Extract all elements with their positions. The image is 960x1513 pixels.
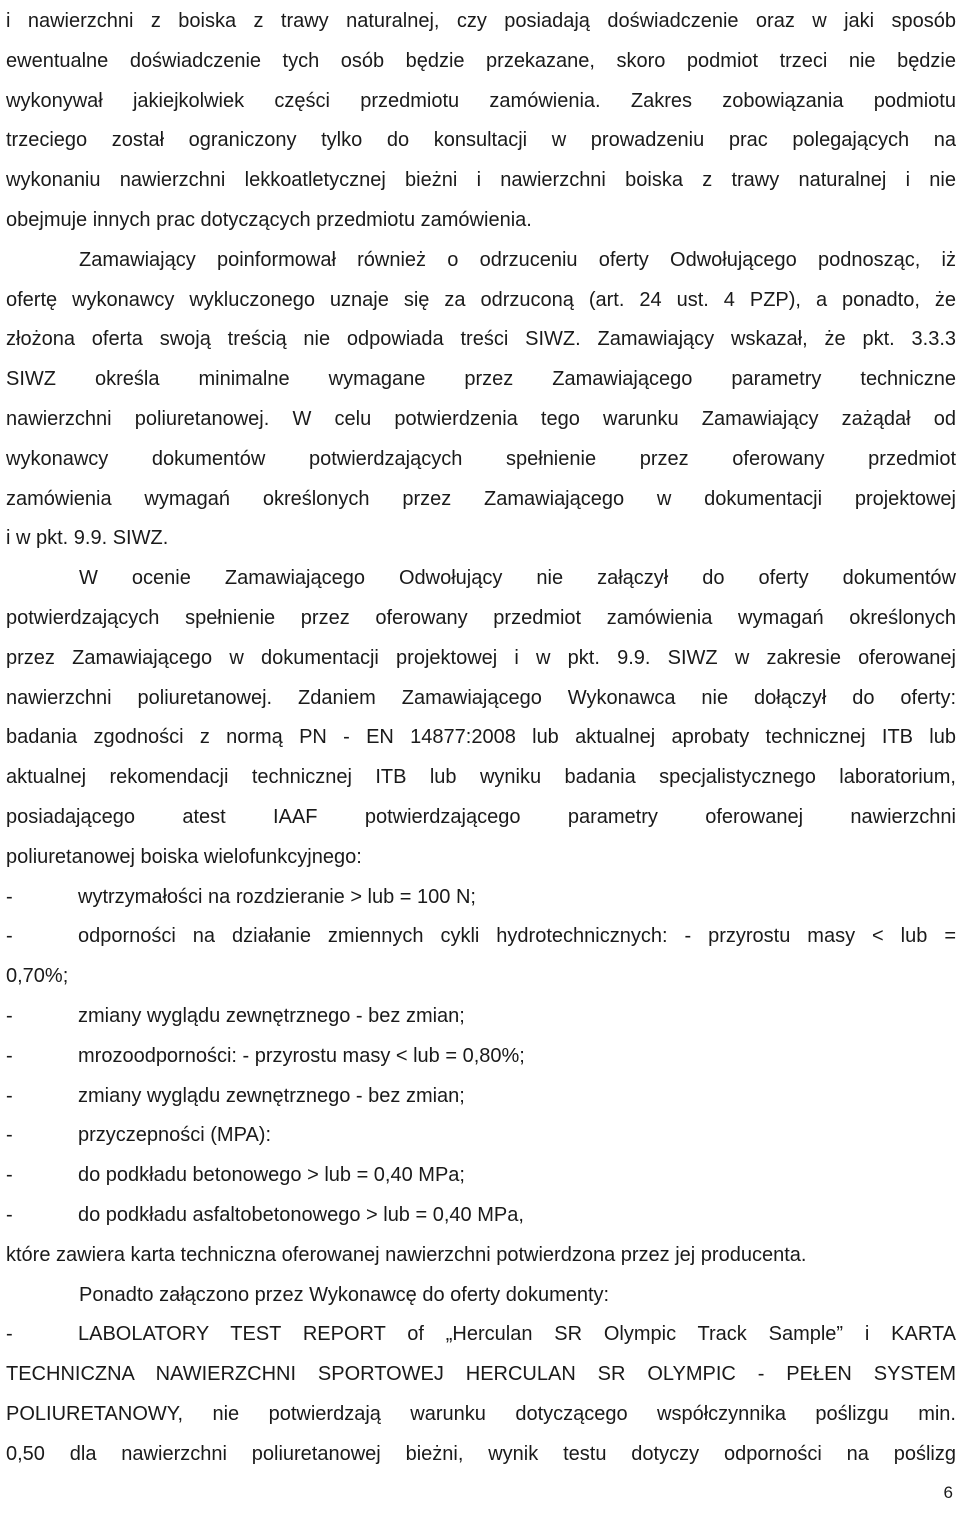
line-text: do podkładu betonowego > lub = 0,40 MPa; <box>78 1164 465 1187</box>
list-item <box>6 878 956 918</box>
list-dash: - <box>6 1004 13 1027</box>
list-item <box>6 997 956 1037</box>
line-text: potwierdzających spełnienie przez oferowany przedmiot zamówienia wymagań określonych <box>6 606 956 629</box>
text-line <box>6 559 956 599</box>
line-text: 0,70%; <box>6 965 69 988</box>
list-item <box>6 917 956 957</box>
list-dash: - <box>6 1203 13 1226</box>
line-text: W ocenie Zamawiającego Odwołujący nie załączył do oferty dokumentów <box>79 567 956 590</box>
line-text: wytrzymałości na rozdzieranie > lub = 100 N; <box>78 885 476 908</box>
line-text: przyczepności (MPA): <box>78 1124 272 1147</box>
line-text: zamówienia wymagań określonych przez Zamawiającego w dokumentacji projektowej <box>6 487 956 510</box>
text-line <box>6 320 956 360</box>
text-line <box>6 639 956 679</box>
line-text: obejmuje innych prac dotyczących przedmiotu zamówienia. <box>6 208 532 231</box>
text-line <box>6 201 956 241</box>
text-line <box>6 480 956 520</box>
text-line <box>6 440 956 480</box>
list-dash: - <box>6 1044 13 1067</box>
list-dash: - <box>6 1323 13 1346</box>
list-dash: - <box>6 1084 13 1107</box>
line-text: 0,50 dla nawierzchni poliuretanowej bieżni, wynik testu dotyczy odporności na poślizg <box>6 1442 956 1465</box>
line-text: zmiany wyglądu zewnętrznego - bez zmian; <box>78 1084 465 1107</box>
text-line <box>6 1435 956 1475</box>
text-line <box>6 1276 956 1316</box>
line-text: POLIURETANOWY, nie potwierdzają warunku dotyczącego współczynnika poślizgu min. <box>6 1402 956 1425</box>
list-item <box>6 1196 956 1236</box>
text-line <box>6 679 956 719</box>
text-line <box>6 838 956 878</box>
line-text: wykonywał jakiejkolwiek części przedmiotu zamówienia. Zakres zobowiązania podmiotu <box>6 89 956 112</box>
line-text: wykonawcy dokumentów potwierdzających spełnienie przez oferowany przedmiot <box>6 447 956 470</box>
line-text: złożona oferta swoją treścią nie odpowiada treści SIWZ. Zamawiający wskazał, że pkt. 3.3.3 <box>6 328 956 351</box>
text-line <box>6 42 956 82</box>
text-line <box>6 360 956 400</box>
list-dash: - <box>6 925 13 948</box>
list-dash: - <box>6 885 13 908</box>
line-text: SIWZ określa minimalne wymagane przez Zamawiającego parametry techniczne <box>6 368 956 391</box>
list-item <box>6 1156 956 1196</box>
line-text: mrozoodporności: - przyrostu masy < lub = 0,80%; <box>78 1044 525 1067</box>
line-text: ewentualne doświadczenie tych osób będzie przekazane, skoro podmiot trzeci nie będzie <box>6 49 956 72</box>
line-text: TECHNICZNA NAWIERZCHNI SPORTOWEJ HERCULAN SR OLYMPIC - PEŁEN SYSTEM <box>6 1363 956 1386</box>
list-item <box>6 1315 956 1355</box>
list-item <box>6 1116 956 1156</box>
text-line <box>6 1395 956 1435</box>
line-text: odporności na działanie zmiennych cykli hydrotechnicznych: - przyrostu masy < lub = <box>78 925 956 948</box>
text-line <box>6 758 956 798</box>
list-dash: - <box>6 1124 13 1147</box>
text-line <box>6 957 956 997</box>
text-line <box>6 599 956 639</box>
line-text: Zamawiający poinformował również o odrzuceniu oferty Odwołującego podnosząc, iż <box>79 248 956 271</box>
text-line <box>6 798 956 838</box>
line-text: Ponadto załączono przez Wykonawcę do oferty dokumenty: <box>79 1283 610 1306</box>
list-dash: - <box>6 1164 13 1187</box>
line-text: trzeciego został ograniczony tylko do konsultacji w prowadzeniu prac polegających na <box>6 129 956 152</box>
line-text: przez Zamawiającego w dokumentacji projektowej i w pkt. 9.9. SIWZ w zakresie oferowanej <box>6 646 956 669</box>
line-text: badania zgodności z normą PN - EN 14877:2008 lub aktualnej aprobaty technicznej ITB lub <box>6 726 956 749</box>
line-text: i nawierzchni z boiska z trawy naturalnej, czy posiadają doświadczenie oraz w jaki sposób <box>6 10 956 32</box>
text-line <box>6 82 956 122</box>
line-text: posiadającego atest IAAF potwierdzającego parametry oferowanej nawierzchni <box>6 805 956 828</box>
line-text: wykonaniu nawierzchni lekkoatletycznej bieżni i nawierzchni boiska z trawy naturalnej i nie <box>6 169 956 192</box>
text-line <box>6 1355 956 1395</box>
line-text: do podkładu asfaltobetonowego > lub = 0,40 MPa, <box>78 1203 524 1226</box>
line-text: zmiany wyglądu zewnętrznego - bez zmian; <box>78 1004 465 1027</box>
page-number: 6 <box>943 1483 953 1502</box>
line-text: i w pkt. 9.9. SIWZ. <box>6 527 169 550</box>
text-line <box>6 281 956 321</box>
text-line <box>6 519 956 559</box>
text-line <box>6 1236 956 1276</box>
document-body <box>6 2 956 1474</box>
line-text: nawierzchni poliuretanowej. Zdaniem Zamawiającego Wykonawca nie dołączył do oferty: <box>6 686 956 709</box>
list-item <box>6 1037 956 1077</box>
list-item <box>6 1077 956 1117</box>
line-text: LABOLATORY TEST REPORT of „Herculan SR Olympic Track Sample” i KARTA <box>78 1323 956 1346</box>
text-line <box>6 400 956 440</box>
text-line <box>6 2 956 42</box>
line-text: aktualnej rekomendacji technicznej ITB lub wyniku badania specjalistycznego laboratorium, <box>6 766 956 789</box>
text-line <box>6 161 956 201</box>
text-line <box>6 241 956 281</box>
line-text: ofertę wykonawcy wykluczonego uznaje się za odrzuconą (art. 24 ust. 4 PZP), a ponadto, że <box>6 288 956 311</box>
text-line <box>6 718 956 758</box>
line-text: które zawiera karta techniczna oferowanej nawierzchni potwierdzona przez jej producenta. <box>6 1243 807 1266</box>
line-text: poliuretanowej boiska wielofunkcyjnego: <box>6 845 362 868</box>
line-text: nawierzchni poliuretanowej. W celu potwierdzenia tego warunku Zamawiający zażądał od <box>6 407 956 430</box>
text-line <box>6 121 956 161</box>
